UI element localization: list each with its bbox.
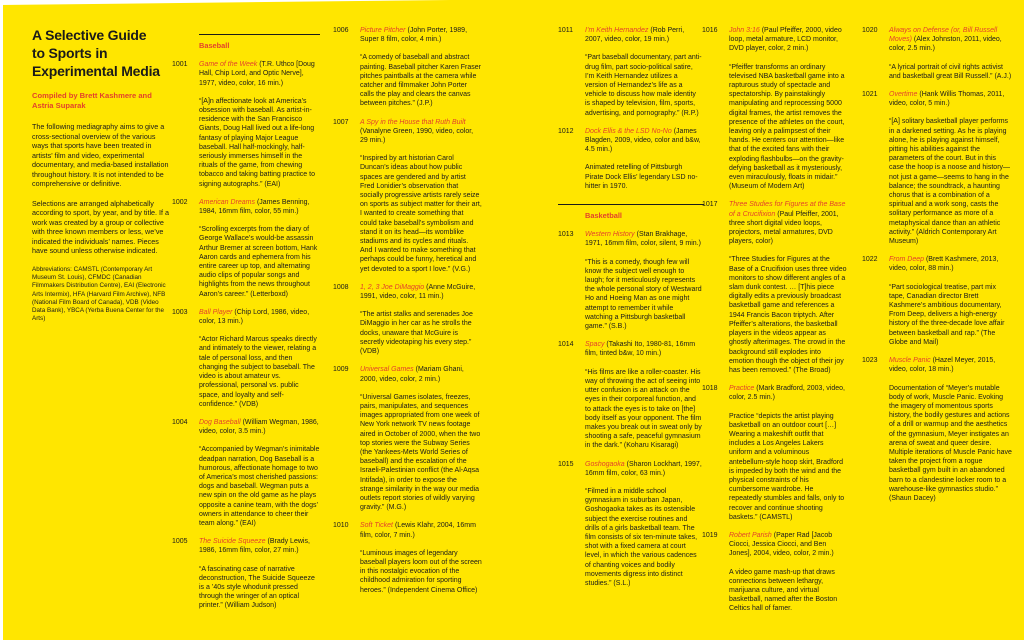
entry-title: American Dreams xyxy=(199,198,256,206)
catalog-entry xyxy=(172,60,320,189)
entry-description: “Filmed in a middle school gymnasium in suburban Japan, Goshogaoka takes as its ostensible subject the exercise routines and drills of a girls basketball team. The film consists of six ten-minute takes, shot with a fixed camera at court level, in which the various cadences of chanting voices and bodily movements digress into distinct studies.” (S.L.) xyxy=(585,487,698,587)
entry-credits: (James Benning, 1984, 16mm film, color, 55 min.) xyxy=(199,198,310,216)
entry-credits: (Mark Bradford, 2003, video, color, 2.5 min.) xyxy=(729,385,845,402)
entry-number: 1022 xyxy=(862,256,878,264)
entry-content xyxy=(585,127,702,191)
section-label: Basketball xyxy=(585,211,622,221)
entry-description: “Pfeiffer transforms an ordinary televised NBA basketball game into a rapturous study of spectacle and spectatorship. By painstakingly manipulating and reprocessing 5000 digital frames, the artist removes the presence of the athletes on the court, leaving only a palimpsest of their hands. He centers our attention—like that of the excited fans with their exploding flashbulbs—on the gravity-defying basketball as it mysteriously, even miraculously, floats in midair.” (Museum of Modern Art) xyxy=(729,63,845,191)
entry-title: Overtime xyxy=(889,91,918,99)
entry-credits: (Vanalyne Green, 1990, video, color, 29 min.) xyxy=(360,127,474,145)
entry-title: Dock Ellis & the LSD No-No xyxy=(585,127,672,135)
entry-number: 1016 xyxy=(702,27,718,34)
entry-content xyxy=(199,537,320,610)
entries-column-2 xyxy=(333,26,482,604)
entry-title: Three Studies for Figures at the Base of a Crucifixion xyxy=(729,201,846,218)
entry-title: Ball Player xyxy=(199,308,233,316)
entry-number: 1003 xyxy=(172,308,188,316)
catalog-entry xyxy=(702,26,847,191)
catalog-entry xyxy=(862,255,1012,347)
entry-title: John 3:16 xyxy=(729,27,760,34)
entry-content xyxy=(889,90,1012,246)
catalog-entry xyxy=(333,283,482,356)
entry-number: 1020 xyxy=(862,27,878,34)
catalog-entry xyxy=(172,418,320,528)
entry-heading xyxy=(360,365,482,383)
entry-heading xyxy=(889,356,1012,374)
entry-description: “His films are like a roller-coaster. His way of throwing the act of seeing into utter confusion is an attack on the eyes in their corporeal function, and to attack the eyes is to take on [the] body itself as your opponent. The film makes you break out in sweat only by shooting a safe, peaceful gymnasium in the dark.” (Koharu Kisaragi) xyxy=(585,368,702,450)
catalog-entry xyxy=(172,198,320,299)
entry-number: 1012 xyxy=(558,127,574,135)
catalog-entry xyxy=(333,521,482,594)
entry-description: “Luminous images of legendary baseball players loom out of the screen in this nostalgic evocation of the childhood admiration for sporting heroes.” (Independent Cinema Office) xyxy=(360,549,482,594)
entry-number: 1005 xyxy=(172,538,188,546)
entry-heading xyxy=(585,460,702,478)
entry-content xyxy=(585,230,702,331)
entry-number: 1015 xyxy=(558,460,574,468)
entry-credits: (Paper Rad [Jacob Ciocci, Jessica Ciocci, and Ben Jones], 2004, video, color, 2 min.) xyxy=(729,531,834,558)
entry-heading xyxy=(729,200,847,246)
entry-title: Western History xyxy=(585,231,635,239)
entry-heading xyxy=(729,384,847,402)
entry-description: “A fascinating case of narrative deconstruction, The Suicide Squeeze is a ’40s style whodunit pressed through the wringer of an optical printer.” (William Judson) xyxy=(199,565,315,610)
entry-description: “Inspired by art historian Carol Duncan’s ideas about how public spaces are gendered and by artist Fred Lonidier’s observation that socially progressive artists rarely seize on sports as subject matter for their art, I wanted to create something that could take baseball’s symbolism and stand it on its head—its womblike stadiums and its cycles and rituals. And I wanted to make something that perhaps could be funny, heretical and yet devoted to a sport I love.” (V.G.) xyxy=(360,155,482,273)
entry-content xyxy=(585,340,702,450)
entries-column-1 xyxy=(172,26,320,620)
entry-title: Soft Ticket xyxy=(360,522,394,530)
entry-credits: (Lewis Klahr, 2004, 16mm film, color, 7 min.) xyxy=(360,522,476,539)
entry-content xyxy=(199,60,320,189)
entry-heading xyxy=(199,60,320,88)
entry-heading xyxy=(889,26,1012,54)
entry-description: “[A] solitary basketball player performs in a darkened setting. As he is playing alone, he is playing against himself, pitting his abilities against the parameters of the court. But in this case the hoop is a noose and history—not just a game—seems to hang in the balance; the soundtrack, a haunting chorus that is a combination of a spiritual and a work song, casts the solitary performance as more of a metaphysical dance than an athletic activity.” (Aldrich Contemporary Art Museum) xyxy=(889,118,1011,246)
entry-heading xyxy=(199,418,320,436)
entry-credits: (Brett Kashmere, 2013, video, color, 88 min.) xyxy=(889,256,999,273)
intro-paragraph-1: The following mediagraphy aims to give a cross-sectional overview of the various ways that sports have been treated in artists’ film and video, experimental documentary, and media-based installation throughout history. It is not intended to be comprehensive or definitive. xyxy=(32,122,169,189)
entry-credits: (Hank Willis Thomas, 2011, video, color, 5 min.) xyxy=(889,91,1005,108)
entry-number: 1009 xyxy=(333,366,349,374)
entry-content xyxy=(729,26,847,191)
catalog-entry xyxy=(558,460,702,589)
entry-credits: (Anne McGuire, 1991, video, color, 11 min.) xyxy=(360,283,476,301)
entry-title: I’m Keith Hernandez xyxy=(585,27,649,34)
entry-content xyxy=(199,418,320,528)
entry-content xyxy=(729,531,847,614)
page-title-line: to Sports in xyxy=(32,45,108,61)
entry-content xyxy=(889,356,1012,503)
entries-column-4 xyxy=(702,26,847,623)
entry-title: Spacy xyxy=(585,341,605,349)
entry-credits: (Paul Pfeiffer, 2000, video loop, metal armature, LCD monitor, DVD player, color, 2 min.) xyxy=(729,27,842,53)
entry-number: 1004 xyxy=(172,418,188,426)
entry-title: The Suicide Squeeze xyxy=(199,538,266,546)
entry-title: Universal Games xyxy=(360,366,414,374)
entry-title: Game of the Week xyxy=(199,61,258,69)
entry-description: “Scrolling excerpts from the diary of George Wallace’s would-be assassin Arthur Bremer at screen bottom, Hank Aaron cards and ephemera from his entire career up top, and alternating audio clips of popular songs and highlights from the news throughout Aaron’s career.” (Letterboxd) xyxy=(199,226,318,298)
entry-description: “Accompanied by Wegman’s inimitable deadpan narration, Dog Baseball is a humorous, affectionate homage to two of America’s most cherished passions: dogs and baseball. Wegman puts a new spin on the old game as he plays opposite a canine team, with the dogs’ owners in attendance to cheer their team along.” (EAI) xyxy=(199,446,320,527)
section-divider-rule xyxy=(558,204,704,205)
catalog-entry xyxy=(558,340,702,450)
entry-credits: (T.R. Uthco [Doug Hall, Chip Lord, and Optic Nerve], 1977, video, color, 16 min.) xyxy=(199,61,315,87)
entry-heading xyxy=(729,531,847,559)
page-title-line: A Selective Guide xyxy=(32,27,147,43)
entry-title: Picture Pitcher xyxy=(360,27,406,34)
entry-credits: (Paul Pfeiffer, 2001, three short digital video loops, projectors, metal armatures, DVD players, color) xyxy=(729,210,839,246)
entry-content xyxy=(585,460,702,589)
intro-paragraph-2: Selections are arranged alphabetically according to sport, by year, and by title. If a work was created by a group or collective with three known members or less, we’ve indicated the individuals’ names. Pieces have sound unless otherwise indicated. xyxy=(32,198,170,256)
entry-number: 1002 xyxy=(172,198,188,206)
entry-number: 1023 xyxy=(862,357,878,365)
catalog-entry xyxy=(558,26,702,118)
entry-heading xyxy=(199,537,320,555)
page-title xyxy=(32,26,172,80)
entry-title: Muscle Panic xyxy=(889,357,931,365)
entry-description: “This is a comedy, though few will know the subject well enough to laugh; for it meticulously represents the whole personal story of Westward Ho and Hoeing Man as one might attempt to remember it while watching a Pittsburgh basketball game.” (S.B.) xyxy=(585,258,702,331)
catalog-entry xyxy=(702,384,847,522)
entry-heading xyxy=(360,283,482,301)
catalog-entry xyxy=(172,308,320,409)
entry-heading xyxy=(360,118,482,146)
entry-content xyxy=(199,198,320,299)
entry-description: “Universal Games isolates, freezes, pairs, manipulates, and sequences images appropriated from one week of New York network TV news footage aired in October of 2000, when the two top stories were the Subway Series (the Yankees-Mets World Series of baseball) and the escalation of the Israeli-Palestinian conflict (the Al-Aqsa Intifada), in order to expose the strange similarity in the way our media outlets report stories of wildly varying gravity.” (M.G.) xyxy=(360,393,481,512)
entry-credits: (Hazel Meyer, 2015, video, color, 18 min.) xyxy=(889,357,996,374)
entry-title: A Spy in the House that Ruth Built xyxy=(360,118,466,126)
entry-credits: (Takashi Ito, 1980-81, 16mm film, tinted b&w, 10 min.) xyxy=(585,341,696,358)
entry-content xyxy=(585,26,702,118)
entry-title: Goshogaoka xyxy=(585,460,625,468)
entry-heading xyxy=(585,127,702,155)
catalog-entry xyxy=(862,90,1012,246)
abbreviations-note: Abbreviations: CAMSTL (Contemporary Art Museum St. Louis), CFMDC (Canadian Filmmakers Distribution Centre), EAI (Electronic Arts Intermix), HFA (Harvard Film Archive), NFB (National Film Board of Canada), VDB (Video Data Bank), YBCA (Yerba Buena Center for the Arts) xyxy=(32,265,166,323)
entry-content xyxy=(889,26,1012,81)
entry-credits: (William Wegman, 1986, video, color, 3.5 min.) xyxy=(199,418,319,436)
entry-credits: (Brady Lewis, 1986, 16mm film, color, 27 min.) xyxy=(199,538,310,555)
entry-description: “A comedy of baseball and abstract painting. Baseball pitcher Karen Fraser pitches paintballs at the camera while catcher and filmmaker John Porter calls the play and clears the canvas between pitches.” (J.P.) xyxy=(360,54,482,108)
entry-heading xyxy=(729,26,847,54)
entry-heading xyxy=(889,255,1012,273)
entry-number: 1001 xyxy=(172,61,188,69)
catalog-entry xyxy=(333,26,482,109)
catalog-entry xyxy=(333,365,482,512)
catalog-entry xyxy=(333,118,482,274)
entry-credits: (Alex Johnston, 2011, video, color, 2.5 min.) xyxy=(889,36,1002,53)
page-sheet xyxy=(3,0,1024,640)
entry-content xyxy=(360,521,482,594)
entry-heading xyxy=(585,26,702,44)
catalog-entry xyxy=(558,127,702,191)
entry-content xyxy=(889,255,1012,347)
entry-description: Practice “depicts the artist playing basketball on an outdoor court […] Wearing a makeshift outfit that includes a Los Angeles Lakers uniform and a voluminous antebellum-style hoop skirt, Bradford is impeded by both the wind and the physical constraints of his cumbersome wardrobe. He repeatedly stumbles and falls, only to recover and continue shooting baskets.” (CAMSTL) xyxy=(729,412,845,521)
entry-heading xyxy=(585,230,702,248)
entry-title: Robert Parish xyxy=(729,531,772,539)
entry-heading xyxy=(199,308,320,326)
entry-description: “A lyrical portrait of civil rights activist and basketball great Bill Russell.” (A.J.) xyxy=(889,63,1012,80)
entry-title: Always on Defense (or, Bill Russell Moves) xyxy=(889,27,998,44)
entry-credits: (Rob Perri, 2007, video, color, 19 min.) xyxy=(585,27,685,44)
entries-column-3 xyxy=(558,26,702,597)
entry-number: 1010 xyxy=(333,522,349,530)
entry-description: “[A]n affectionate look at America’s obsession with baseball. As artist-in-residence with the San Francisco Giants, Doug Hall lived out a life-long fantasy of playing Major League baseball. Hall half-mockingly, half-seriously immerses himself in the rituals of the game, from chewing tobacco and taking batting practice to signing autographs.” (EAI) xyxy=(199,97,315,188)
entry-number: 1021 xyxy=(862,91,878,99)
catalog-entry xyxy=(172,537,320,610)
section-header-baseball xyxy=(172,34,320,50)
entry-description: “The artist stalks and serenades Joe DiMaggio in her car as he strolls the docks, unaware that McGuire is secretly videotaping his every step.” (VDB) xyxy=(360,311,473,356)
page-title-line: Experimental Media xyxy=(32,63,160,79)
section-divider-rule xyxy=(199,34,320,35)
entry-content xyxy=(729,200,847,375)
entry-credits: (Chip Lord, 1986, video, color, 13 min.) xyxy=(199,308,310,326)
entry-heading xyxy=(585,340,702,358)
entry-content xyxy=(360,118,482,274)
entry-heading xyxy=(360,26,482,44)
entry-title: 1, 2, 3 Joe DiMaggio xyxy=(360,283,425,291)
entry-credits: (Stan Brakhage, 1971, 16mm film, color, silent, 9 min.) xyxy=(585,231,701,248)
entry-content xyxy=(360,365,482,512)
entry-content xyxy=(729,384,847,522)
byline: Compiled by Brett Kashmere and Astria Suparak xyxy=(32,91,152,110)
entry-number: 1013 xyxy=(558,231,574,239)
entry-description: Animated retelling of Pittsburgh Pirate Dock Ellis’ legendary LSD no-hitter in 1970. xyxy=(585,164,698,190)
entry-description: “Part sociological treatise, part mix tape, Canadian director Brett Kashmere’s ambitious documentary, From Deep, delivers a high-energy history of the three-decade love affair between basketball and rap.” (The Globe and Mail) xyxy=(889,283,1005,346)
entry-content xyxy=(360,283,482,356)
entry-description: “Actor Richard Marcus speaks directly and intimately to the viewer, relating a tale of personal loss, and then changing the subject to baseball. The video is about amateur vs. professional, personal vs. public space, and loyalty and self-confidence.” (VDB) xyxy=(199,336,317,408)
intro-column xyxy=(32,26,172,324)
entry-credits: (James Blagden, 2009, video, color and b&w, 4.5 min.) xyxy=(585,127,701,154)
entry-number: 1017 xyxy=(702,201,718,209)
entry-heading xyxy=(199,198,320,216)
entry-number: 1011 xyxy=(558,27,574,34)
entry-description: A video game mash-up that draws connections between lethargy, marijuana culture, and virtual basketball, named after the Boston Celtics hall of famer. xyxy=(729,568,838,613)
entry-credits: (Mariam Ghani, 2000, video, color, 2 min.) xyxy=(360,366,464,383)
entry-credits: (Sharon Lockhart, 1997, 16mm film, color, 63 min.) xyxy=(585,460,702,477)
entry-description: “Part baseball documentary, part anti-drug film, part socio-political satire, I’m Keith Hernandez utilizes a version of Hernandez’s life as a vehicle to discuss how male identity is shaped by television, film, sports, advertising, and pornography.” (R.P.) xyxy=(585,54,702,117)
entry-heading xyxy=(889,90,1012,108)
catalog-entry xyxy=(702,200,847,375)
catalog-entry xyxy=(702,531,847,614)
section-header-basketball xyxy=(558,204,702,220)
entry-number: 1008 xyxy=(333,283,349,291)
entry-content xyxy=(199,308,320,409)
entry-number: 1019 xyxy=(702,531,718,539)
entry-number: 1006 xyxy=(333,27,349,34)
entry-credits: (John Porter, 1989, Super 8 film, color, 4 min.) xyxy=(360,27,468,44)
section-label: Baseball xyxy=(199,41,230,50)
entry-title: Dog Baseball xyxy=(199,418,241,426)
entry-title: Practice xyxy=(729,385,755,393)
entry-title: From Deep xyxy=(889,256,925,264)
entries-column-5 xyxy=(862,26,1012,512)
entry-content xyxy=(360,26,482,109)
entry-heading xyxy=(360,521,482,539)
entry-description: “Three Studies for Figures at the Base of a Crucifixion uses three video monitors to show different angles of a slam dunk contest. … [T]his piece digitally edits a previously broadcast basketball game and references a 1944 Francis Bacon triptych. After Pfeiffer’s alterations, the basketball players in the videos appear as ghostly afterimages. The crowd in the background still explodes into emotion though the object of their joy has been removed.” (The Broad) xyxy=(729,256,847,374)
entry-number: 1014 xyxy=(558,341,574,349)
catalog-entry xyxy=(862,356,1012,503)
entry-number: 1007 xyxy=(333,118,349,126)
catalog-entry xyxy=(558,230,702,331)
entry-number: 1018 xyxy=(702,385,718,393)
catalog-entry xyxy=(862,26,1012,81)
entry-description: Documentation of “Meyer’s mutable body of work, Muscle Panic. Evoking the imagery of momentous sports history, the bodily gestures and actions of a drill or warmup and the aesthetics of the gymnasium, Meyer instigates an arena of sweat and queer desire. Multiple iterations of Muscle Panic have taken the project from a rogue basketball gym built in an abandoned barn to a clandestine locker room to a warehouse-like gymnastics studio.” (Shaun Dacey) xyxy=(889,384,1012,502)
